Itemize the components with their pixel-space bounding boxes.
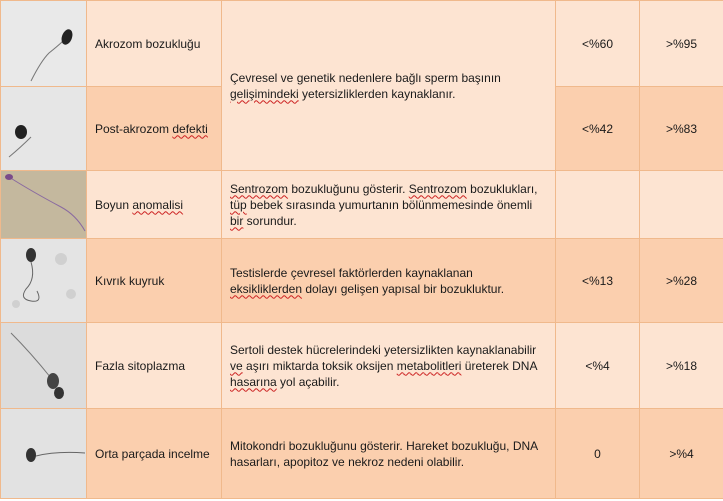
low-rate: 0 xyxy=(556,409,640,499)
defect-name: Kıvrık kuyruk xyxy=(87,239,222,323)
table-row xyxy=(1,409,723,499)
defect-name: Boyun anomalisi xyxy=(87,171,222,239)
high-rate: >%83 xyxy=(640,87,723,171)
low-rate: <%13 xyxy=(556,239,640,323)
defect-name: Akrozom bozukluğu xyxy=(87,1,222,87)
high-rate: >%4 xyxy=(640,409,723,499)
high-rate xyxy=(640,171,723,239)
high-rate: >%28 xyxy=(640,239,723,323)
low-rate: <%60 xyxy=(556,1,640,87)
image-cell xyxy=(1,171,87,239)
sperm-micrograph-acrosome xyxy=(1,1,86,86)
table-row xyxy=(1,239,723,323)
sperm-micrograph-excess-cytoplasm xyxy=(1,323,86,408)
image-cell xyxy=(1,323,87,409)
image-cell xyxy=(1,239,87,323)
sperm-micrograph-neck xyxy=(1,171,86,238)
sperm-micrograph-post-acrosome xyxy=(1,87,86,170)
sperm-micrograph-coiled-tail xyxy=(1,239,86,322)
defect-description: Mitokondri bozukluğunu gösterir. Hareket bozukluğu, DNA hasarları, apopitoz ve nekroz nedeni olabilir. xyxy=(222,409,556,499)
low-rate: <%42 xyxy=(556,87,640,171)
defect-name: Orta parçada incelme xyxy=(87,409,222,499)
defect-name: Post-akrozom defekti xyxy=(87,87,222,171)
image-cell xyxy=(1,1,87,87)
table-row xyxy=(1,171,723,239)
image-cell xyxy=(1,87,87,171)
defect-description: Çevresel ve genetik nedenlere bağlı sperm başının gelişimindeki yetersizliklerden kaynaklanır. xyxy=(222,1,556,171)
defect-description: Testislerde çevresel faktörlerden kaynaklanan eksikliklerden dolayı gelişen yapısal bir bozukluktur. xyxy=(222,239,556,323)
high-rate: >%18 xyxy=(640,323,723,409)
table-row xyxy=(1,1,723,87)
defect-description: Sertoli destek hücrelerindeki yetersizlikten kaynaklanabilir ve aşırı miktarda toksik oksijen metabolitleri üreterek DNA hasarına yol açabilir. xyxy=(222,323,556,409)
sperm-micrograph-midpiece xyxy=(1,409,86,498)
high-rate: >%95 xyxy=(640,1,723,87)
low-rate: <%4 xyxy=(556,323,640,409)
low-rate xyxy=(556,171,640,239)
image-cell xyxy=(1,409,87,499)
defect-description: Sentrozom bozukluğunu gösterir. Sentrozom bozuklukları, tüp bebek sırasında yumurtanın bölünmemesinde önemli bir sorundur. xyxy=(222,171,556,239)
defect-name: Fazla sitoplazma xyxy=(87,323,222,409)
table-row xyxy=(1,323,723,409)
